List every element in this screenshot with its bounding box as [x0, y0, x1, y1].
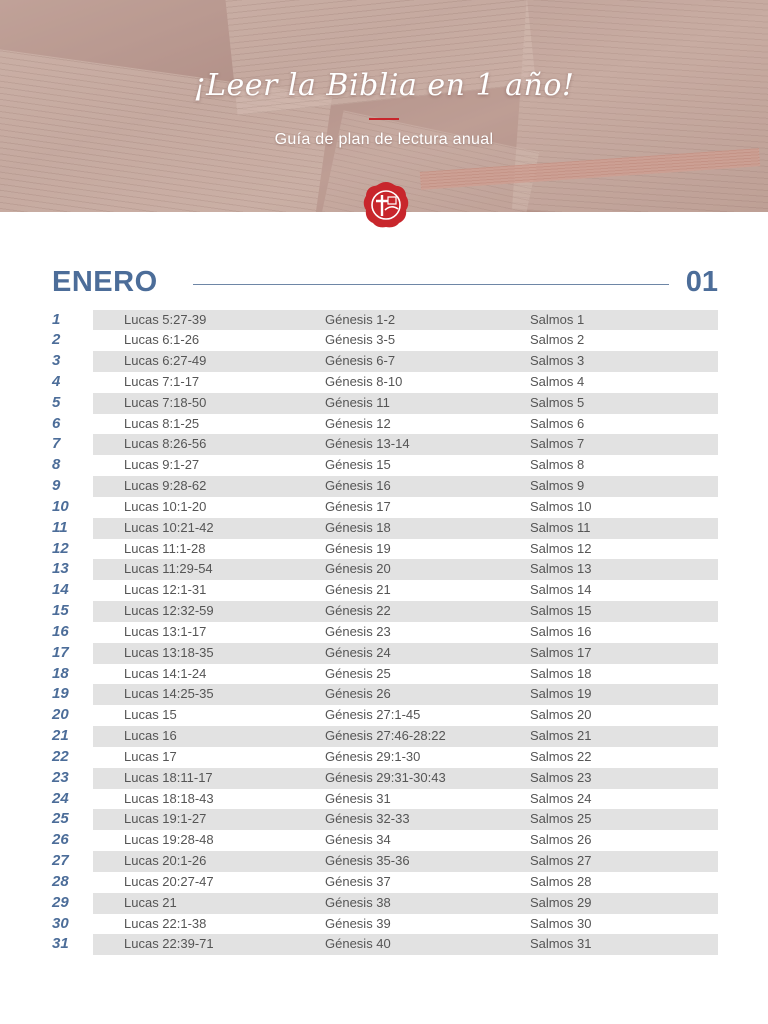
- table-row: [0, 414, 768, 435]
- psalm-reading: Salmos 22: [530, 748, 592, 764]
- day-number: 17: [52, 643, 69, 661]
- row-cells: [93, 601, 718, 622]
- gospel-reading: Lucas 9:28-62: [124, 478, 207, 494]
- row-cells: [93, 830, 718, 851]
- table-row: [0, 872, 768, 893]
- gospel-reading: Lucas 18:18-43: [124, 790, 214, 806]
- row-cells: [93, 789, 718, 810]
- table-row: [0, 351, 768, 372]
- old-testament-reading: Génesis 32-33: [325, 811, 410, 827]
- old-testament-reading: Génesis 23: [325, 623, 391, 639]
- day-number: 11: [52, 518, 68, 536]
- gospel-reading: Lucas 11:29-54: [124, 561, 213, 577]
- table-row: [0, 497, 768, 518]
- old-testament-reading: Génesis 27:46-28:22: [325, 728, 446, 744]
- psalm-reading: Salmos 1: [530, 311, 585, 327]
- old-testament-reading: Génesis 37: [325, 873, 391, 889]
- row-cells: [93, 476, 718, 497]
- psalm-reading: Salmos 4: [530, 373, 585, 389]
- gospel-reading: Lucas 16: [124, 728, 177, 744]
- gospel-reading: Lucas 14:25-35: [124, 686, 214, 702]
- old-testament-reading: Génesis 8-10: [325, 373, 403, 389]
- old-testament-reading: Génesis 25: [325, 665, 391, 681]
- row-cells: [93, 705, 718, 726]
- psalm-reading: Salmos 17: [530, 644, 592, 660]
- table-row: [0, 476, 768, 497]
- day-number: 20: [52, 706, 69, 724]
- row-cells: [93, 393, 718, 414]
- psalm-reading: Salmos 2: [530, 332, 585, 348]
- row-cells: [93, 434, 718, 455]
- old-testament-reading: Génesis 34: [325, 832, 391, 848]
- table-row: [0, 643, 768, 664]
- day-number: 29: [52, 893, 69, 911]
- day-number: 14: [52, 581, 69, 599]
- table-row: [0, 684, 768, 705]
- gospel-reading: Lucas 19:1-27: [124, 811, 207, 827]
- gospel-reading: Lucas 20:1-26: [124, 853, 207, 869]
- day-number: 19: [52, 685, 69, 703]
- day-number: 1: [52, 310, 61, 328]
- old-testament-reading: Génesis 11: [325, 394, 390, 410]
- table-row: [0, 705, 768, 726]
- gospel-reading: Lucas 13:1-17: [124, 623, 207, 639]
- table-row: [0, 664, 768, 685]
- old-testament-reading: Génesis 35-36: [325, 853, 410, 869]
- day-number: 12: [52, 539, 69, 557]
- row-cells: [93, 455, 718, 476]
- old-testament-reading: Génesis 24: [325, 644, 391, 660]
- old-testament-reading: Génesis 13-14: [325, 436, 410, 452]
- old-testament-reading: Génesis 26: [325, 686, 391, 702]
- table-row: [0, 539, 768, 560]
- gospel-reading: Lucas 22:1-38: [124, 915, 207, 931]
- psalm-reading: Salmos 29: [530, 894, 592, 910]
- month-number: 01: [685, 266, 718, 298]
- day-number: 24: [52, 789, 69, 807]
- psalm-reading: Salmos 30: [530, 915, 592, 931]
- gospel-reading: Lucas 21: [124, 894, 177, 910]
- day-number: 23: [52, 768, 69, 786]
- old-testament-reading: Génesis 39: [325, 915, 391, 931]
- table-row: [0, 747, 768, 768]
- psalm-reading: Salmos 25: [530, 811, 592, 827]
- table-row: [0, 893, 768, 914]
- old-testament-reading: Génesis 38: [325, 894, 391, 910]
- psalm-reading: Salmos 24: [530, 790, 592, 806]
- table-row: [0, 455, 768, 476]
- table-row: [0, 622, 768, 643]
- day-number: 4: [52, 372, 61, 390]
- table-row: [0, 330, 768, 351]
- row-cells: [93, 414, 718, 435]
- old-testament-reading: Génesis 22: [325, 603, 391, 619]
- row-cells: [93, 497, 718, 518]
- row-cells: [93, 622, 718, 643]
- table-row: [0, 830, 768, 851]
- month-name: ENERO: [52, 266, 158, 298]
- psalm-reading: Salmos 8: [530, 457, 585, 473]
- row-cells: [93, 664, 718, 685]
- day-number: 3: [52, 352, 61, 370]
- old-testament-reading: Génesis 17: [325, 498, 391, 514]
- row-cells: [93, 768, 718, 789]
- row-cells: [93, 518, 718, 539]
- gospel-reading: Lucas 12:1-31: [124, 582, 207, 598]
- gospel-reading: Lucas 10:1-20: [124, 498, 207, 514]
- row-cells: [93, 726, 718, 747]
- old-testament-reading: Génesis 18: [325, 519, 391, 535]
- day-number: 27: [52, 852, 69, 870]
- row-cells: [93, 809, 718, 830]
- day-number: 9: [52, 477, 61, 495]
- reading-table: [0, 310, 768, 956]
- old-testament-reading: Génesis 40: [325, 936, 391, 952]
- gospel-reading: Lucas 10:21-42: [124, 519, 214, 535]
- psalm-reading: Salmos 14: [530, 582, 592, 598]
- gospel-reading: Lucas 15: [124, 707, 177, 723]
- psalm-reading: Salmos 3: [530, 353, 585, 369]
- day-number: 2: [52, 331, 61, 349]
- row-cells: [93, 684, 718, 705]
- gospel-reading: Lucas 14:1-24: [124, 665, 207, 681]
- psalm-reading: Salmos 15: [530, 603, 592, 619]
- gospel-reading: Lucas 20:27-47: [124, 873, 214, 889]
- gospel-reading: Lucas 18:11-17: [124, 769, 213, 785]
- gospel-reading: Lucas 7:1-17: [124, 373, 200, 389]
- gospel-reading: Lucas 9:1-27: [124, 457, 200, 473]
- row-cells: [93, 310, 718, 331]
- psalm-reading: Salmos 31: [530, 936, 592, 952]
- month-divider: [193, 284, 669, 285]
- day-number: 8: [52, 456, 61, 474]
- row-cells: [93, 372, 718, 393]
- old-testament-reading: Génesis 29:31-30:43: [325, 769, 446, 785]
- day-number: 21: [52, 727, 69, 745]
- gospel-reading: Lucas 12:32-59: [124, 603, 214, 619]
- table-row: [0, 559, 768, 580]
- day-number: 25: [52, 810, 69, 828]
- psalm-reading: Salmos 26: [530, 832, 592, 848]
- psalm-reading: Salmos 19: [530, 686, 592, 702]
- table-row: [0, 518, 768, 539]
- psalm-reading: Salmos 21: [530, 728, 592, 744]
- table-row: [0, 934, 768, 955]
- table-row: [0, 726, 768, 747]
- psalm-reading: Salmos 23: [530, 769, 592, 785]
- old-testament-reading: Génesis 27:1-45: [325, 707, 421, 723]
- psalm-reading: Salmos 7: [530, 436, 585, 452]
- row-cells: [93, 934, 718, 955]
- old-testament-reading: Génesis 16: [325, 478, 391, 494]
- church-seal-icon: [362, 180, 410, 240]
- psalm-reading: Salmos 9: [530, 478, 585, 494]
- psalm-reading: Salmos 10: [530, 498, 592, 514]
- day-number: 28: [52, 872, 69, 890]
- day-number: 7: [52, 435, 61, 453]
- gospel-reading: Lucas 22:39-71: [124, 936, 214, 952]
- gospel-reading: Lucas 13:18-35: [124, 644, 214, 660]
- psalm-reading: Salmos 11: [530, 519, 591, 535]
- gospel-reading: Lucas 5:27-39: [124, 311, 207, 327]
- old-testament-reading: Génesis 29:1-30: [325, 748, 421, 764]
- old-testament-reading: Génesis 31: [325, 790, 391, 806]
- psalm-reading: Salmos 6: [530, 415, 585, 431]
- day-number: 26: [52, 831, 69, 849]
- title-divider: [369, 118, 399, 120]
- table-row: [0, 434, 768, 455]
- row-cells: [93, 351, 718, 372]
- day-number: 5: [52, 393, 61, 411]
- row-cells: [93, 893, 718, 914]
- gospel-reading: Lucas 7:18-50: [124, 394, 207, 410]
- row-cells: [93, 559, 718, 580]
- psalm-reading: Salmos 13: [530, 561, 592, 577]
- gospel-reading: Lucas 17: [124, 748, 177, 764]
- table-row: [0, 310, 768, 331]
- row-cells: [93, 747, 718, 768]
- psalm-reading: Salmos 12: [530, 540, 592, 556]
- gospel-reading: Lucas 19:28-48: [124, 832, 214, 848]
- table-row: [0, 372, 768, 393]
- row-cells: [93, 914, 718, 935]
- psalm-reading: Salmos 27: [530, 853, 592, 869]
- day-number: 30: [52, 914, 69, 932]
- table-row: [0, 393, 768, 414]
- row-cells: [93, 330, 718, 351]
- psalm-reading: Salmos 28: [530, 873, 592, 889]
- psalm-reading: Salmos 16: [530, 623, 592, 639]
- old-testament-reading: Génesis 20: [325, 561, 391, 577]
- row-cells: [93, 851, 718, 872]
- day-number: 13: [52, 560, 69, 578]
- old-testament-reading: Génesis 1-2: [325, 311, 396, 327]
- row-cells: [93, 872, 718, 893]
- table-row: [0, 580, 768, 601]
- old-testament-reading: Génesis 21: [325, 582, 391, 598]
- day-number: 15: [52, 602, 69, 620]
- old-testament-reading: Génesis 19: [325, 540, 391, 556]
- table-row: [0, 789, 768, 810]
- table-row: [0, 768, 768, 789]
- page-title: ¡Leer la Biblia en 1 año!: [193, 68, 575, 103]
- gospel-reading: Lucas 6:1-26: [124, 332, 200, 348]
- row-cells: [93, 580, 718, 601]
- table-row: [0, 851, 768, 872]
- psalm-reading: Salmos 5: [530, 394, 585, 410]
- gospel-reading: Lucas 8:1-25: [124, 415, 200, 431]
- row-cells: [93, 539, 718, 560]
- old-testament-reading: Génesis 6-7: [325, 353, 396, 369]
- psalm-reading: Salmos 20: [530, 707, 592, 723]
- old-testament-reading: Génesis 3-5: [325, 332, 396, 348]
- psalm-reading: Salmos 18: [530, 665, 592, 681]
- table-row: [0, 601, 768, 622]
- row-cells: [93, 643, 718, 664]
- gospel-reading: Lucas 8:26-56: [124, 436, 207, 452]
- page-subtitle: Guía de plan de lectura anual: [274, 131, 494, 148]
- day-number: 22: [52, 747, 69, 765]
- day-number: 6: [52, 414, 61, 432]
- gospel-reading: Lucas 6:27-49: [124, 353, 207, 369]
- day-number: 10: [52, 497, 69, 515]
- gospel-reading: Lucas 11:1-28: [124, 540, 206, 556]
- old-testament-reading: Génesis 12: [325, 415, 391, 431]
- day-number: 16: [52, 622, 69, 640]
- table-row: [0, 914, 768, 935]
- table-row: [0, 809, 768, 830]
- day-number: 31: [52, 935, 69, 953]
- day-number: 18: [52, 664, 69, 682]
- old-testament-reading: Génesis 15: [325, 457, 391, 473]
